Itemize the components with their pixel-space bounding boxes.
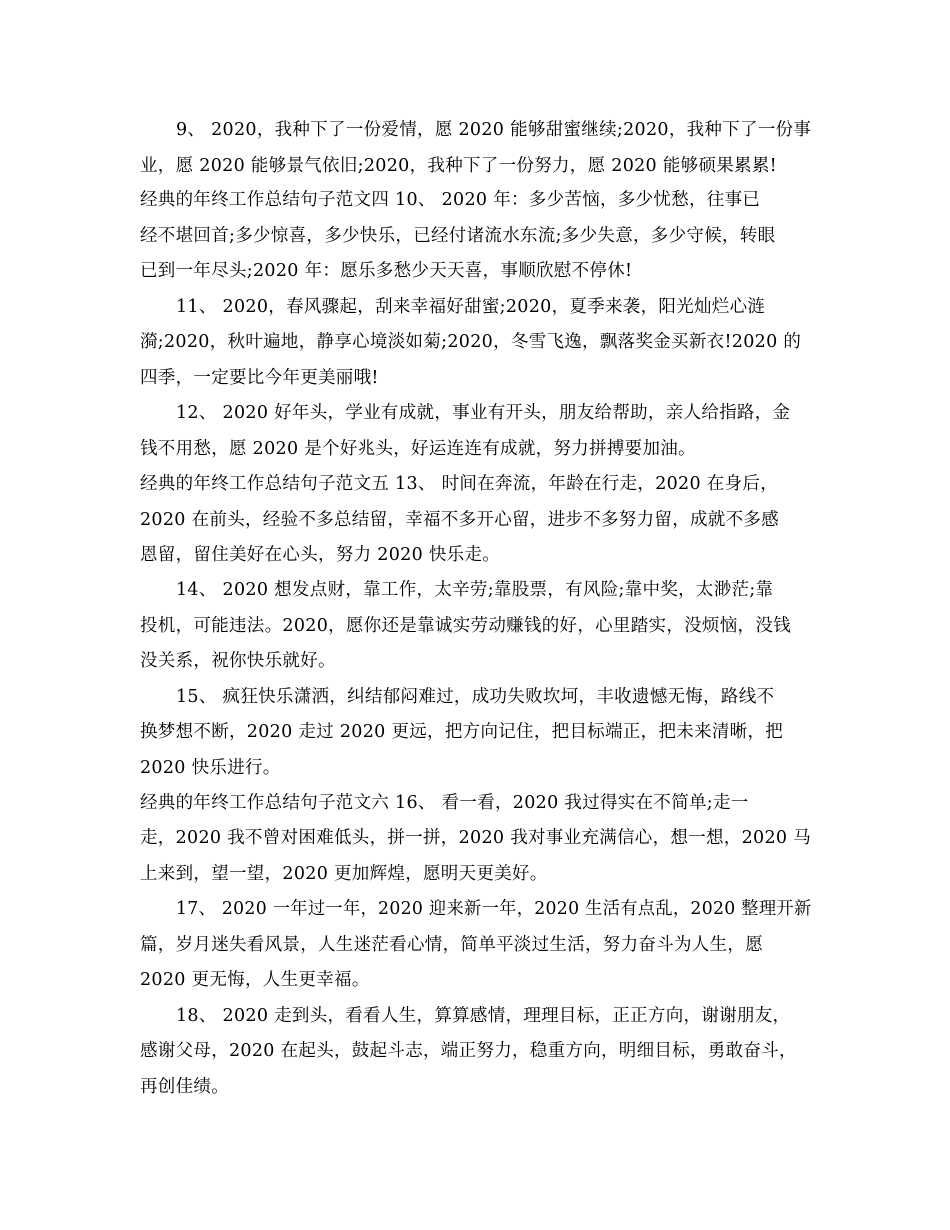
section-heading-line: 经典的年终工作总结句子范文六 16、 看一看，2020 我过得实在不简单;走一 [140, 793, 749, 813]
text-line: 换梦想不断，2020 走过 2020 更远，把方向记住，把目标端正，把未来清晰，把 [140, 722, 784, 742]
section-heading-line: 经典的年终工作总结句子范文五 13、 时间在奔流，年龄在行走，2020 在身后， [140, 474, 778, 494]
text-line: 11、 2020，春风骤起，刮来幸福好甜蜜;2020，夏季来袭，阳光灿烂心涟 [176, 297, 766, 317]
text-line: 篇，岁月迷失看风景，人生迷茫看心情，简单平淡过生活，努力奋斗为人生，愿 [140, 935, 763, 955]
text-line: 2020 在前头，经验不多总结留，幸福不多开心留，进步不多努力留，成就不多感 [140, 510, 779, 530]
text-line: 漪;2020，秋叶遍地，静享心境淡如菊;2020，冬雪飞逸，飘落奖金买新衣!2020 的 [140, 332, 802, 352]
text-line: 走，2020 我不曾对困难低头，拼一拼，2020 我对事业充满信心，想一想，2020 马 [140, 828, 811, 848]
text-line: 经不堪回首;多少惊喜，多少快乐，已经付诸流水东流;多少失意，多少守候，转眼 [140, 226, 776, 246]
text-line: 恩留，留住美好在心头，努力 2020 快乐走。 [140, 545, 501, 565]
section-heading-line: 经典的年终工作总结句子范文四 10、 2020 年：多少苦恼，多少忧愁，往事已 [140, 190, 761, 210]
text-line: 钱不用愁，愿 2020 是个好兆头，好运连连有成就，努力拼搏要加油。 [140, 439, 696, 459]
text-line: 上来到，望一望，2020 更加辉煌，愿明天更美好。 [140, 864, 548, 884]
text-line: 再创佳绩。 [140, 1077, 229, 1097]
text-line: 感谢父母，2020 在起头，鼓起斗志，端正努力，稳重方向，明细目标，勇敢奋斗， [140, 1041, 797, 1061]
text-line: 18、 2020 走到头，看看人生，算算感情，理理目标，正正方向，谢谢朋友， [176, 1006, 791, 1026]
text-line: 投机，可能违法。2020，愿你还是靠诚实劳动赚钱的好，心里踏实，没烦恼，没钱 [140, 616, 791, 636]
text-line: 14、 2020 想发点财，靠工作，太辛劳;靠股票，有风险;靠中奖，太渺茫;靠 [176, 580, 774, 600]
text-line: 四季，一定要比今年更美丽哦! [140, 368, 379, 388]
text-line: 已到一年尽头;2020 年：愿乐多愁少天天喜，事顺欣慰不停休! [140, 261, 633, 281]
text-line: 12、 2020 好年头，学业有成就，事业有开头，朋友给帮助，亲人给指路，金 [176, 403, 791, 423]
text-line: 没关系，祝你快乐就好。 [140, 651, 336, 671]
text-line: 2020 快乐进行。 [140, 758, 281, 778]
text-line: 业，愿 2020 能够景气依旧;2020，我种下了一份努力，愿 2020 能够硕果累累! [140, 156, 777, 176]
text-line: 9、 2020，我种下了一份爱情，愿 2020 能够甜蜜继续;2020，我种下了一份事 [176, 120, 812, 140]
text-line: 15、 疯狂快乐潇洒，纠结郁闷难过，成功失败坎坷，丰收遗憾无悔，路线不 [176, 687, 775, 707]
text-line: 17、 2020 一年过一年，2020 迎来新一年，2020 生活有点乱，2020 整理开新 [176, 899, 812, 919]
text-line: 2020 更无悔，人生更幸福。 [140, 970, 370, 990]
